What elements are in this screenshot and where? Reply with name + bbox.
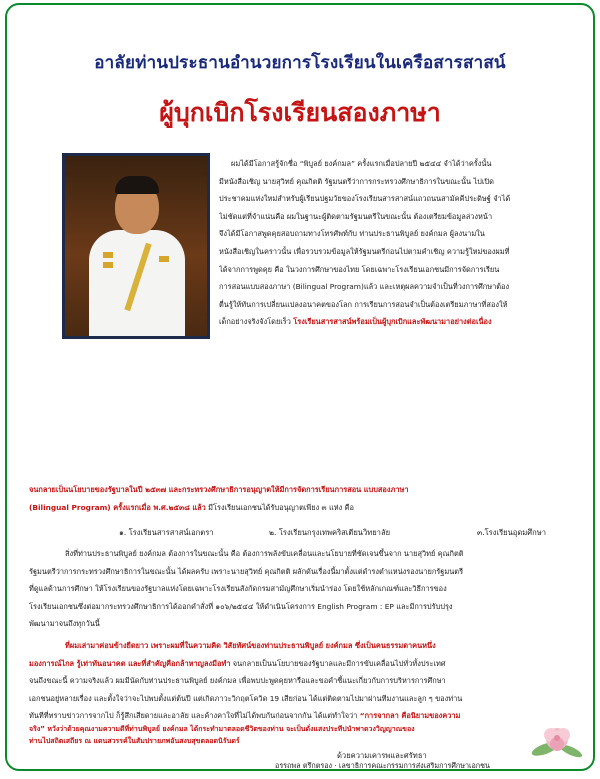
highlight-text: โรงเรียนสารสาสน์พร้อมเป็นผู้บุกเบิกและพัฒนามาอย่างต่อเนื่อง bbox=[293, 317, 492, 327]
paragraph-line: ประชาคมแห่งใหม่สำหรับผู้เรียนปฐมวัยของโรงเรียนสารสาสน์แถวถนนสามัคคีประดิษฐ์ จำได้ bbox=[219, 194, 511, 204]
paragraph-line: ทันทีที่ทราบข่าวการจากไป ก็รู้สึกเสียดายและอาลัย และค้างคาใจที่ไม่ได้พบกันก่อนจากกัน ได้แต่ทำใจว่า “การจากลา คือนิยามของความ bbox=[29, 711, 461, 721]
paragraph-line: จึงได้มีโอกาสพูดคุยสอบถามทางโทรศัพท์กับ ท่านประธานพิบูลย์ ยงค์กมล ผู้ลงนามใน bbox=[219, 229, 485, 239]
paragraph-1 bbox=[219, 155, 589, 331]
highlight-line: ที่ผมเล่ามาค่อนข้างยืดยาว เพราะผมที่ในความคิด วิสัยทัศน์ของท่านประธานพิบูลย์ ยงค์กมล ซึ่งเป็นคนธรรมดาคนหนึ่ง bbox=[65, 641, 436, 650]
paragraph-line: มองการณ์ไกล รู้เท่าทันอนาคต และที่สำคัญคือกล้าหาญลงมือทำ จนกลายเป็นนโยบายของรัฐบาลและมีการขับเคลื่อนไปทั่วทั้งประเทศ bbox=[29, 658, 446, 668]
school-1: ๑. โรงเรียนสารสาสน์เอกตรา bbox=[119, 528, 214, 537]
highlight-line: จนกลายเป็นนโยบายของรัฐบาลในปี ๒๕๓๗ และกระทรวงศึกษาธิการอนุญาตให้มีการจัดการเรียนการสอน แบบสองภาษา bbox=[29, 485, 409, 494]
paragraph-2 bbox=[29, 545, 585, 633]
school-2: ๒. โรงเรียนกรุงเทพคริสเตียนวิทยาลัย bbox=[269, 528, 391, 537]
paragraph-line: จนถึงขณะนี้ ความจริงแล้ว ผมมีนัดกับท่านประธานพิบูลย์ ยงค์กมล เพื่อพบปะพูดคุยหารือและขอคำชี้แนะเกี่ยวกับการบริหารการศึกษา bbox=[29, 676, 446, 686]
paragraph-line: การสอนแบบสองภาษา (Bilingual Program)แล้ว และเหตุผลความจำเป็นที่วงการศึกษาต้อง bbox=[219, 282, 510, 292]
page-subtitle: ผู้บุกเบิกโรงเรียนสองภาษา bbox=[159, 98, 441, 127]
portrait-photo bbox=[62, 153, 210, 339]
line-text: เด็กอย่างจริงจังโดยเร็ว bbox=[219, 317, 291, 327]
memorial-page bbox=[5, 3, 595, 771]
paragraph-line: รัฐมนตรีว่าการกระทรวงศึกษาธิการในขณะนั้น ได้ผลครับ เพราะนายสุวิทย์ คุณกิตติ ผลักดันเรื่องนี้มาตั้งแต่ดำรงตำแหน่งรองนายกรัฐมนตรี bbox=[29, 566, 464, 576]
paragraph-line: มีหนังสือเชิญ นายสุวิทย์ คุณกิตติ รัฐมนตรีว่าการกระทรวงศึกษาธิการในขณะนั้น ไปเปิด bbox=[219, 176, 494, 186]
paragraph-3-end bbox=[29, 723, 585, 747]
paragraph-line: ตื่นรู้ให้ทันการเปลี่ยนแปลงอนาคตของโลก การเรียนการสอนจำเป็นต้องเตรียมภาษาที่สองให้ bbox=[219, 299, 508, 309]
highlight-line: จริง” หวังว่าด้วยคุณงามความดีที่ท่านพิบูลย์ ยงค์กมล ได้กระทำมาตลอดชีวิตของท่าน จะเป็นดั่งแสงประทีปนำพาดวงวิญญาณของ bbox=[29, 725, 415, 733]
paragraph-line: ได้จากการพูดคุย คือ ในวงการศึกษาของไทย โดยเฉพาะโรงเรียนเอกชนมีการจัดการเรียน bbox=[219, 264, 500, 274]
paragraph-line: หนังสือเชิญในคราวนั้น เพื่อรวบรวมข้อมูลให้รัฐมนตรีก่อนไปตามคำเชิญ ความรู้ใหม่ของผมที่ bbox=[219, 246, 510, 256]
signature-name-text: อรรถพล ตรึกตรอง bbox=[275, 761, 333, 770]
school-3: ๓.โรงเรียนอุดมศึกษา bbox=[477, 528, 546, 537]
highlight-line: ท่านไปสถิตเสถียร ณ แดนสวรรค์ในสัมปรายภพอันสงบสุขตลอดนิรันดร์ bbox=[29, 737, 240, 745]
signature-closing: ด้วยความเคารพและศรัทธา bbox=[337, 751, 427, 760]
signature-position-text: เลขาธิการคณะกรรมการส่งเสริมการศึกษาเอกชน bbox=[338, 761, 490, 770]
paragraph-3 bbox=[29, 637, 585, 725]
paragraph-line: พัฒนามาจนถึงทุกวันนี้ bbox=[29, 619, 100, 629]
paragraph-line: ที่ดูแลด้านการศึกษา ให้โรงเรียนของรัฐบาลแห่งโดยเฉพาะโรงเรียนสังกัดกรมสามัญศึกษาเริ่มนำร่อง โดยใช้หลักเกณฑ์และวิธีการของ bbox=[29, 584, 447, 594]
signature-position: อรรถพล ตรึกตรอง · เลขาธิการคณะกรรมการส่งเสริมการศึกษาเอกชน bbox=[275, 761, 490, 770]
paragraph-line bbox=[219, 313, 589, 331]
paragraph-line: เอกชนอยู่หลายเรื่อง และตั้งใจว่าจะไปพบตั้งแต่ต้นปี แต่เกิดภาวะวิกฤตโควิด 19 เสียก่อน ได้แต่ติดตามไปมาผ่านทีมงานและลูก ๆ ของท่าน bbox=[29, 693, 463, 703]
paragraph-line: ไม่ชัดแต่ที่จำแน่นคือ ผมในฐานะผู้ติดตามรัฐมนตรีในขณะนั้น ต้องเตรียมข้อมูลล่วงหน้า bbox=[219, 211, 493, 221]
paragraph-line: ผมได้มีโอกาสรู้จักชื่อ “พิบูลย์ ยงค์กมล” ครั้งแรกเมื่อปลายปี ๒๕๔๔ จำได้ว่าครั้งนั้น bbox=[231, 159, 492, 168]
paragraph-line: สิ่งที่ท่านประธานพิบูลย์ ยงค์กมล ต้องการในขณะนั้น คือ ต้องการพลังขับเคลื่อนและนโยบายที่ชัดเจนขึ้นจาก นายสุวิทย์ คุณกิตติ bbox=[65, 549, 464, 558]
paragraph-line: โรงเรียนเอกชนซึ่งต่อมากระทรวงศึกษาธิการได้ออกคำสั่งที่ ๑๐๖/๒๕๔๔ ให้ดำเนินโครงการ English Program : EP และมีการปรับปรุง bbox=[29, 601, 453, 611]
page-title: อาลัยท่านประธานอำนวยการโรงเรียนในเครือสารสาสน์ bbox=[94, 53, 506, 73]
paragraph-line: (Bilingual Program) ครั้งแรกเมื่อ พ.ศ.๒๕๓๘ แล้ว มีโรงเรียนเอกชนได้รับอนุญาตเพียง ๓ แห่ง คือ bbox=[29, 502, 354, 512]
paragraph-1-cont bbox=[29, 481, 585, 516]
flower-decoration-icon bbox=[527, 715, 587, 761]
